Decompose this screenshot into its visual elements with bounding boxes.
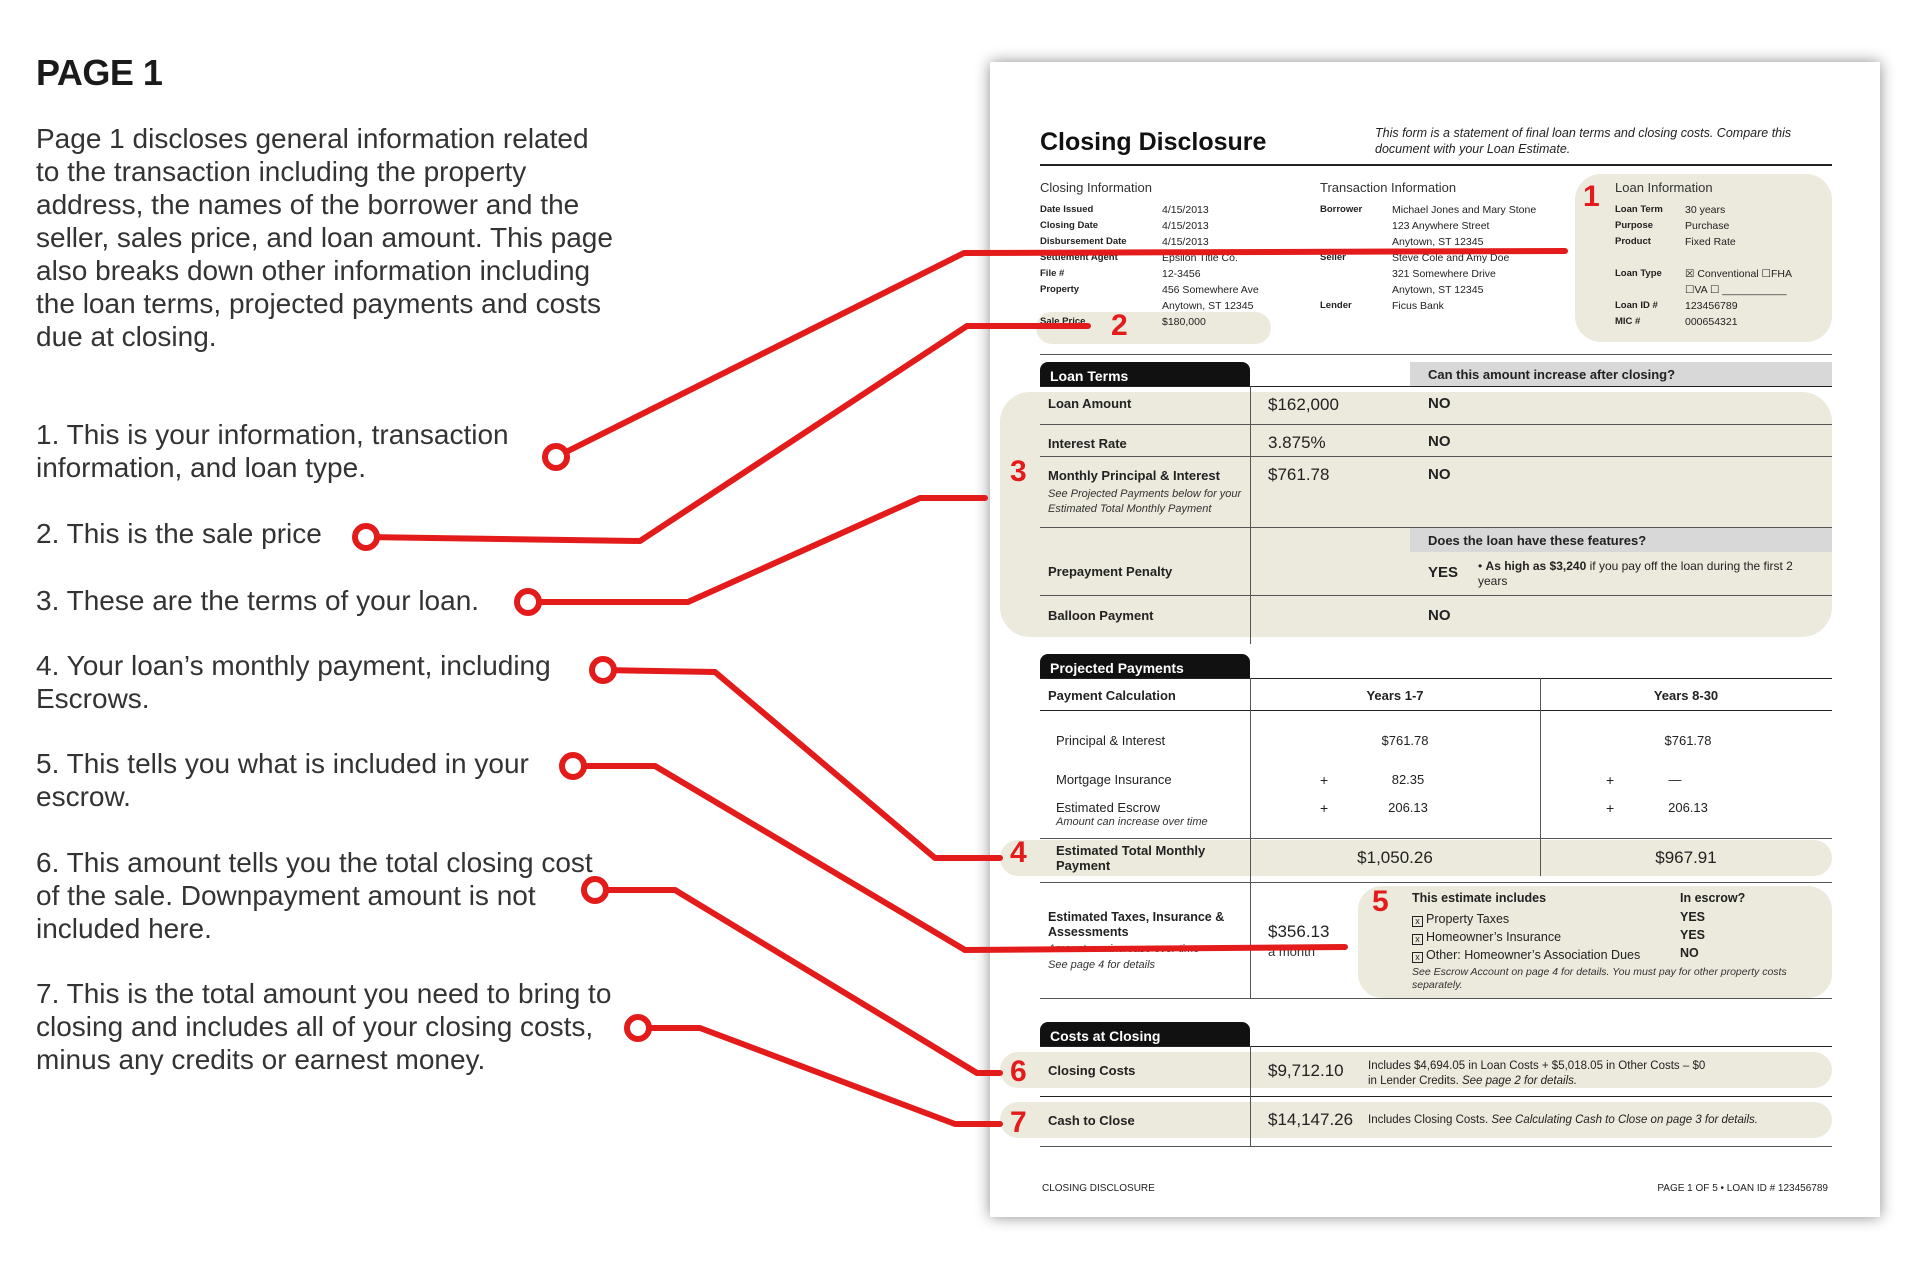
balloon-label: Balloon Payment — [1048, 608, 1154, 623]
monthly-pi-label: Monthly Principal & Interest — [1048, 468, 1220, 483]
prepayment-answer: YES — [1428, 564, 1459, 581]
badge-3: 3 — [1010, 455, 1027, 488]
total-payment-label: Estimated Total Monthly Payment — [1056, 843, 1206, 873]
transaction-info-heading: Transaction Information — [1320, 180, 1457, 195]
transaction-info-labels: Borrower Seller Lender — [1320, 204, 1363, 311]
transaction-info-values: Michael Jones and Mary Stone 123 Anywhere Street Anytown, ST 12345 Steve Cole and Amy Doe 321 Somewhere Drive Anytown, ST 12345 Ficus Bank — [1392, 204, 1537, 312]
badge-1: 1 — [1583, 180, 1600, 213]
escrow-row-label: Estimated Escrow — [1056, 800, 1161, 815]
badge-4: 4 — [1010, 836, 1027, 869]
includes-items — [1412, 910, 1640, 964]
checkbox-checked-icon: x — [1412, 934, 1423, 945]
escrow-row-sub: Amount can increase over time — [1056, 816, 1208, 828]
escrow-plus-2: + — [1606, 800, 1615, 816]
interest-rate-value: 3.875% — [1268, 433, 1326, 452]
connector-6 — [595, 890, 1000, 1073]
loan-amount-label: Loan Amount — [1048, 396, 1132, 411]
note-2: 2. This is the sale price — [36, 518, 322, 549]
form-title: Closing Disclosure — [1040, 128, 1267, 156]
escrow-row-v2: 206.13 — [1668, 800, 1708, 815]
mi-plus-1: + — [1320, 772, 1329, 788]
in-escrow-answers: YES YES NO — [1680, 910, 1706, 960]
badge-5: 5 — [1372, 885, 1389, 918]
taxes-sub-2: See page 4 for details — [1048, 959, 1156, 971]
pi-row-label: Principal & Interest — [1056, 733, 1166, 748]
escrow-row-v1: 206.13 — [1388, 800, 1428, 815]
balloon-answer: NO — [1428, 607, 1451, 624]
page-heading: PAGE 1 — [36, 52, 163, 93]
note-6: 6. This amount tells you the total closing cost of the sale. Downpayment amount is not included here. — [36, 847, 593, 944]
loan-terms-tab: Loan Terms — [1040, 362, 1250, 386]
taxes-sub-1: Amount can increase over time — [1048, 943, 1200, 955]
includes-note: See Escrow Account on page 4 for details. You must pay for other property costs separately. — [1412, 966, 1787, 991]
interest-rate-label: Interest Rate — [1048, 436, 1127, 451]
prepayment-label: Prepayment Penalty — [1048, 564, 1173, 579]
closing-info-values: 4/15/2013 4/15/2013 4/15/2013 Epsilon Title Co. 12-3456 456 Somewhere Ave Anytown, ST 12345 $180,000 — [1162, 204, 1259, 328]
loan-amount-answer: NO — [1428, 395, 1451, 412]
note-3: 3. These are the terms of your loan. — [36, 585, 480, 616]
monthly-pi-answer: NO — [1428, 466, 1451, 483]
note-7: 7. This is the total amount you need to bring to closing and includes all of your closing costs, minus any credits or earnest money. — [36, 978, 612, 1075]
escrow-plus-1: + — [1320, 800, 1329, 816]
badge-7: 7 — [1010, 1106, 1027, 1139]
taxes-label: Estimated Taxes, Insurance & Assessments — [1048, 910, 1225, 939]
checkbox-checked-icon: x — [1412, 916, 1423, 927]
badge-6: 6 — [1010, 1055, 1027, 1088]
loan-info-values: 30 years Purchase Fixed Rate ☒ Conventional ☐FHA ☐VA ☐ ___________ 123456789 000654321 — [1685, 204, 1792, 328]
closing-costs-label: Closing Costs — [1048, 1063, 1136, 1078]
payment-calc-header: Payment Calculation — [1048, 688, 1176, 703]
taxes-value: $356.13 — [1268, 922, 1330, 941]
interest-rate-answer: NO — [1428, 433, 1451, 450]
increase-question: Can this amount increase after closing? — [1410, 362, 1832, 386]
mi-plus-2: + — [1606, 772, 1615, 788]
total-payment-v1: $1,050.26 — [1357, 848, 1433, 867]
costs-at-closing-tab: Costs at Closing — [1040, 1022, 1250, 1046]
total-payment-v2: $967.91 — [1655, 848, 1717, 867]
loan-amount-value: $162,000 — [1268, 395, 1339, 414]
includes-item: x Other: Homeowner’s Association Dues — [1412, 946, 1640, 964]
cash-to-close-value: $14,147.26 — [1268, 1110, 1354, 1129]
info-rule — [1040, 354, 1832, 355]
projected-payments-tab: Projected Payments — [1040, 654, 1250, 678]
footer-left: CLOSING DISCLOSURE — [1042, 1183, 1155, 1194]
closing-costs-desc: Includes $4,694.05 in Loan Costs + $5,018.05 in Other Costs – $0 in Lender Credits. See page 2 for details. — [1368, 1060, 1706, 1087]
closing-disclosure-page — [990, 62, 1880, 1217]
taxes-period: a month — [1268, 944, 1315, 959]
pi-row-v2: $761.78 — [1664, 733, 1712, 748]
connector-3 — [528, 498, 985, 602]
in-escrow-heading: In escrow? — [1680, 891, 1746, 905]
loan-info-labels: Loan Term Purpose Product Loan Type Loan ID # MIC # — [1615, 204, 1663, 327]
intro-paragraph: Page 1 discloses general information related to the transaction including the property address, the names of the borrower and the seller, sales price, and loan amount. This page also breaks down other information including the loan terms, projected payments and costs due at closing. — [36, 123, 613, 352]
monthly-pi-value: $761.78 — [1268, 465, 1330, 484]
connector-dot-7 — [627, 1017, 649, 1039]
closing-info-labels: Date Issued Closing Date Disbursement Date Settlement Agent File # Property Sale Price — [1040, 204, 1127, 327]
mi-row-v1: 82.35 — [1391, 772, 1425, 787]
includes-item: x Homeowner’s Insurance — [1412, 928, 1640, 946]
note-1: 1. This is your information, transaction information, and loan type. — [36, 419, 509, 483]
note-5: 5. This tells you what is included in your escrow. — [36, 748, 529, 812]
note-4: 4. Your loan’s monthly payment, including Escrows. — [36, 650, 551, 714]
monthly-pi-sub: See Projected Payments below for your Estimated Total Monthly Payment — [1048, 488, 1242, 515]
title-rule — [1040, 164, 1832, 166]
years-8-30-header: Years 8-30 — [1653, 688, 1719, 703]
loan-info-heading: Loan Information — [1615, 180, 1713, 195]
connector-7 — [638, 1028, 1000, 1124]
cash-to-close-label: Cash to Close — [1048, 1113, 1135, 1128]
closing-info-heading: Closing Information — [1040, 180, 1152, 195]
years-1-7-header: Years 1-7 — [1366, 688, 1424, 703]
checkbox-checked-icon: x — [1412, 952, 1423, 963]
connector-4 — [603, 670, 1000, 858]
footer-right: PAGE 1 OF 5 • LOAN ID # 123456789 — [1657, 1183, 1828, 1194]
form-intro: This form is a statement of final loan terms and closing costs. Compare this document with your Loan Estimate. — [1375, 126, 1792, 156]
mi-row-v2: — — [1668, 772, 1682, 787]
mi-row-label: Mortgage Insurance — [1056, 772, 1172, 787]
pi-row-v1: $761.78 — [1381, 733, 1429, 748]
cash-to-close-desc: Includes Closing Costs. See Calculating Cash to Close on page 3 for details. — [1368, 1114, 1758, 1126]
prepayment-detail: • As high as $3,240 if you pay off the loan during the first 2 years — [1478, 559, 1793, 588]
features-question: Does the loan have these features? — [1410, 528, 1832, 552]
includes-item: x Property Taxes — [1412, 910, 1640, 928]
closing-costs-value: $9,712.10 — [1268, 1061, 1344, 1080]
badge-2: 2 — [1111, 309, 1128, 342]
includes-heading: This estimate includes — [1412, 891, 1547, 905]
